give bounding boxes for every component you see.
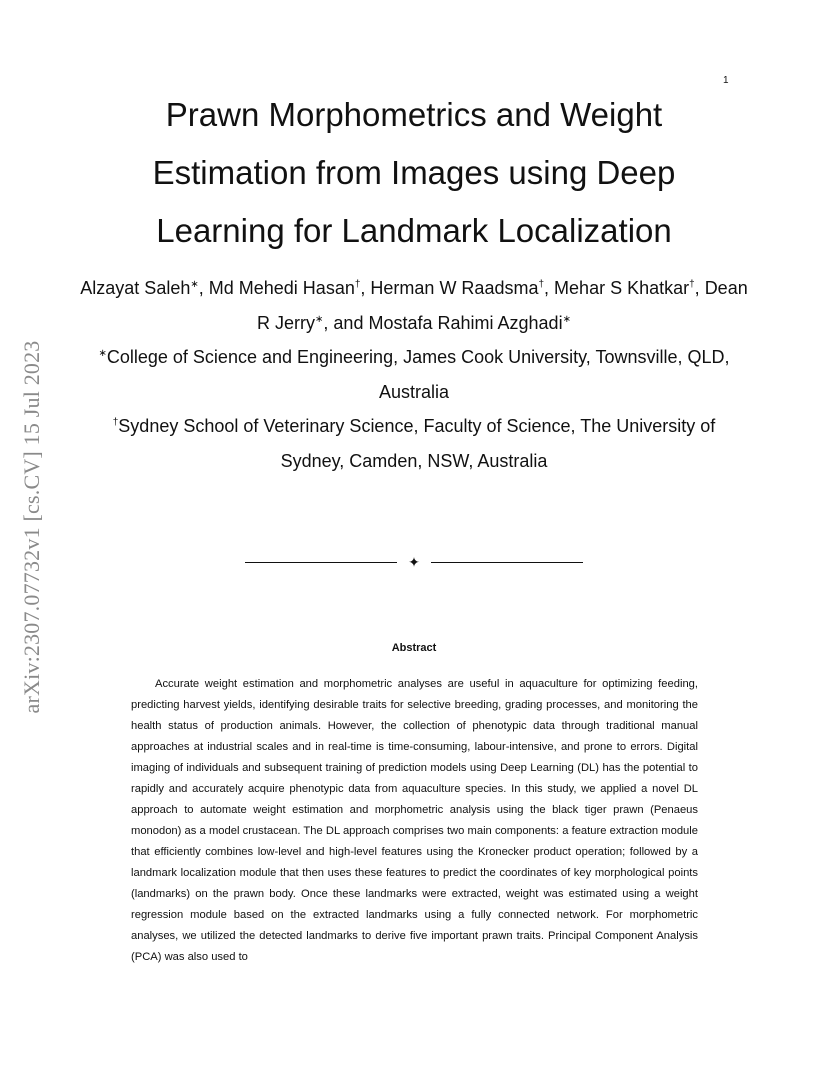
author: Dean R Jerry∗, and	[257, 278, 748, 333]
author: Md Mehedi Hasan†,	[208, 278, 371, 298]
author: Alzayat Saleh∗,	[80, 278, 209, 298]
abstract-text: Accurate weight estimation and morphometric analyses are useful in aquaculture for optimizing feeding, predicting harvest yields, identifying desirable traits for selective breeding, grading processes, and monitoring the health status of production animals. However, the collection of phenotypic data through traditional manual approaches at industrial scales and in real-time is time-consuming, labour-intensive, and prone to errors. Digital imaging of individuals and subsequent training of prediction models using Deep Learning (DL) has the potential to rapidly and accurately acquire phenotypic data from aquaculture species. In this study, we applied a novel DL approach to automate weight estimation and morphometric analysis using the black tiger prawn (Penaeus monodon) as a model crustacean. The DL approach comprises two main components: a feature extraction module that efficiently combines low-level and high-level features using the Kronecker product operation; followed by a landmark localization module that then uses these features to predict the coordinates of key morphological points (landmarks) on the prawn body. Once these landmarks were extracted, weight was estimated using a weight regression module based on the extracted landmarks using a fully connected network. For morphometric analyses, we utilized the detected landmarks to derive five important prawn traits. Principal Component Analysis (PCA) was also used to	[131, 678, 698, 963]
author: Herman W Raadsma†,	[370, 278, 555, 298]
affiliation: ∗College of Science and Engineering, James Cook University, Townsville, QLD, Australia	[98, 347, 730, 402]
section-divider	[245, 552, 583, 572]
arxiv-identifier: arXiv:2307.07732v1 [cs.CV] 15 Jul 2023	[19, 340, 44, 714]
divider-star-icon: ✦	[408, 554, 420, 570]
paper-title: Prawn Morphometrics and Weight Estimation from Images using Deep Learning for Landmark Localization	[152, 96, 676, 249]
author-list	[80, 271, 748, 340]
affiliation: †Sydney School of Veterinary Science, Faculty of Science, The University of Sydney, Camden, NSW, Australia	[112, 416, 716, 471]
author-block	[80, 271, 748, 478]
abstract-heading: Abstract	[391, 642, 437, 654]
author: Mehar S Khatkar†,	[554, 278, 705, 298]
author: Mostafa Rahimi Azghadi∗	[368, 312, 571, 333]
divider-rule-right	[431, 562, 583, 563]
divider-rule-left	[245, 562, 397, 563]
page-number: 1	[723, 75, 729, 86]
